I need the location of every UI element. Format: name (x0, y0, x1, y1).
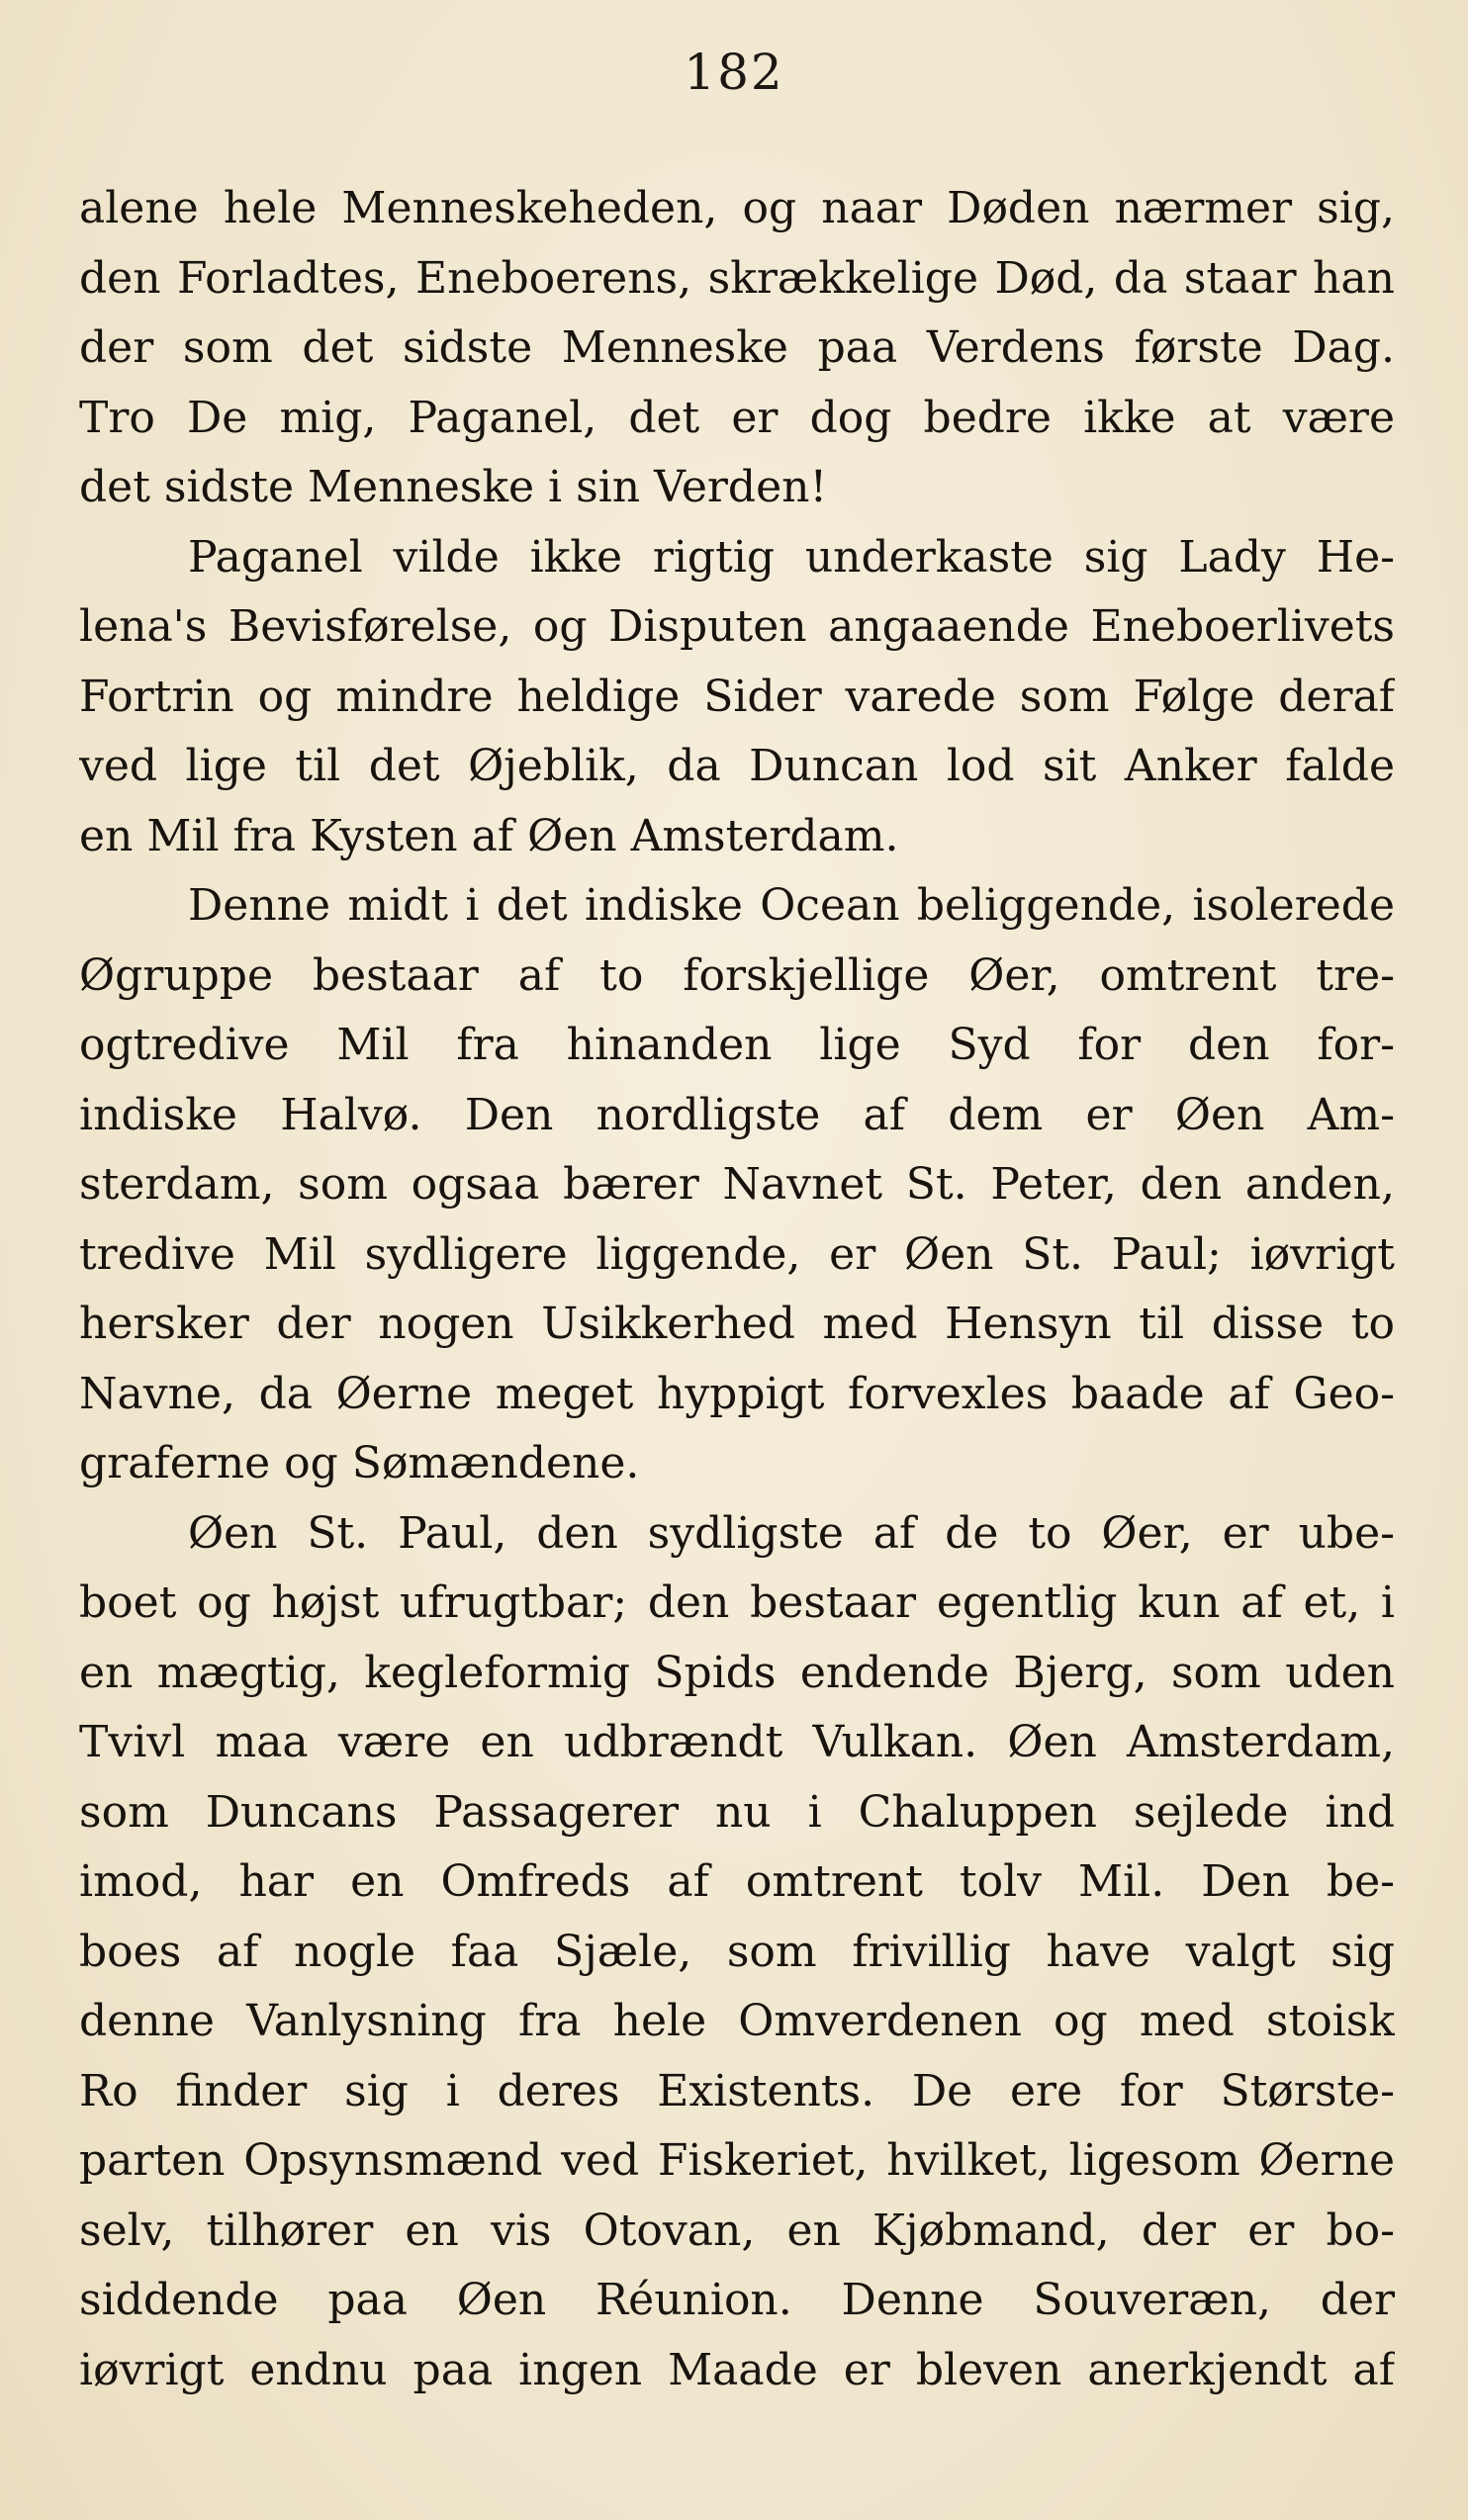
text-line: som Duncans Passagerer nu i Chaluppen sejlede ind (79, 1786, 1395, 1838)
text-line: imod, har en Omfreds af omtrent tolv Mil. Den be- (79, 1856, 1395, 1907)
body-text (79, 174, 1395, 2405)
text-line: Denne midt i det indiske Ocean beliggende, isolerede (188, 880, 1395, 931)
text-line: ved lige til det Øjeblik, da Duncan lod sit Anker falde (79, 741, 1395, 791)
text-line: hersker der nogen Usikkerhed med Hensyn til disse to (79, 1299, 1395, 1349)
text-line: selv, tilhører en vis Otovan, en Kjøbmand, der er bo- (79, 2205, 1395, 2256)
text-line: en Mil fra Kysten af Øen Amsterdam. (79, 810, 899, 861)
text-line: Paganel vilde ikke rigtig underkaste sig Lady He- (188, 531, 1395, 583)
text-line: tredive Mil sydligere liggende, er Øen St. Paul; iøvrigt (79, 1228, 1395, 1280)
text-line: Øgruppe bestaar af to forskjellige Øer, omtrent tre- (79, 949, 1395, 1001)
text-line: boet og højst ufrugtbar; den bestaar egentlig kun af et, i (79, 1577, 1395, 1628)
text-line: en mægtig, kegleformig Spids endende Bjerg, som uden (79, 1647, 1395, 1698)
text-line: lena's Bevisførelse, og Disputen angaaende Eneboerlivets (79, 601, 1395, 652)
text-line: parten Opsynsmænd ved Fiskeriet, hvilket, ligesom Øerne (79, 2135, 1395, 2186)
text-line: Navne, da Øerne meget hyppigt forvexles baade af Geo- (79, 1368, 1395, 1419)
text-line: Tvivl maa være en udbrændt Vulkan. Øen Amsterdam, (79, 1717, 1395, 1767)
text-line: denne Vanlysning fra hele Omverdenen og med stoisk (79, 1996, 1395, 2046)
text-line: graferne og Sømændene. (79, 1438, 640, 1488)
text-line: Tro De mig, Paganel, det er dog bedre ikke at være (79, 392, 1395, 443)
text-line: Øen St. Paul, den sydligste af de to Øer, er ube- (188, 1507, 1395, 1559)
text-line: boes af nogle faa Sjæle, som frivillig have valgt sig (79, 1926, 1395, 1977)
text-line: Fortrin og mindre heldige Sider varede som Følge deraf (79, 671, 1395, 722)
text-line: alene hele Menneskeheden, og naar Døden nærmer sig, (79, 183, 1395, 233)
text-line: ogtredive Mil fra hinanden lige Syd for den for- (79, 1020, 1395, 1070)
text-line: sterdam, som ogsaa bærer Navnet St. Peter, den anden, (79, 1159, 1395, 1210)
text-line: iøvrigt endnu paa ingen Maade er bleven anerkjendt af (79, 2344, 1395, 2395)
text-line: den Forladtes, Eneboerens, skrækkelige Død, da staar han (79, 252, 1395, 304)
text-line: det sidste Menneske i sin Verden! (79, 462, 828, 512)
text-line: Ro finder sig i deres Existents. De ere for Største- (79, 2065, 1395, 2116)
text-line: indiske Halvø. Den nordligste af dem er Øen Am- (79, 1089, 1395, 1140)
text-line: der som det sidste Menneske paa Verdens første Dag. (79, 322, 1395, 373)
page-number: 182 (684, 44, 784, 101)
text-line: siddende paa Øen Réunion. Denne Souveræn, der (79, 2275, 1395, 2325)
